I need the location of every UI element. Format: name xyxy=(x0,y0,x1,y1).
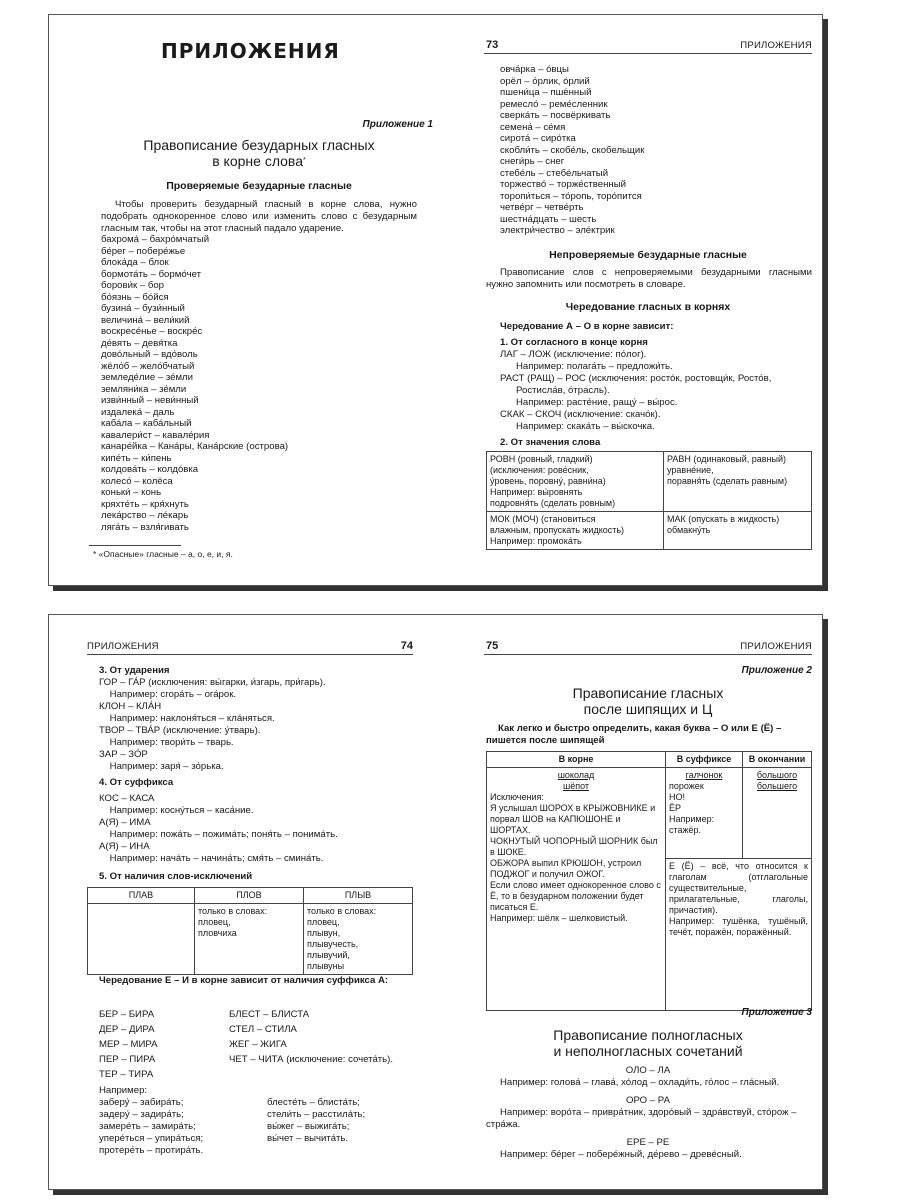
list-item: А(Я) – ИМА xyxy=(99,817,151,828)
cell-line: (исключения: рове́сник, xyxy=(490,465,589,475)
cell-line: Если слово имеет однокоренное слово с Ё, то в безударном положении будет писаться Е. xyxy=(490,880,661,912)
rules-suffix xyxy=(99,793,338,865)
list-item: земледе́лие – зе́мли xyxy=(101,372,194,383)
table-row xyxy=(487,512,812,550)
list-item: торжество́ – торже́ственный xyxy=(500,179,626,190)
list-item: семена́ – се́мя xyxy=(500,121,566,133)
list-item: электри́чество – эле́ктрик xyxy=(500,225,615,236)
cell-line: пловчиха xyxy=(198,928,237,938)
table-cell-verbs xyxy=(666,859,812,1011)
list-item: замере́ть – замира́ть; xyxy=(99,1121,196,1132)
spread-pages-74-75 xyxy=(48,614,823,1190)
list-item: бормота́ть – бормо́чет xyxy=(101,268,202,280)
table-cell xyxy=(195,904,304,975)
cell-line: МАК (опускать в жидкость) xyxy=(667,514,780,524)
list-item: вы́жег – выжига́ть; xyxy=(267,1121,350,1132)
rule-lag: ЛАГ – ЛОЖ (исключение: по́лог). xyxy=(500,349,647,360)
rule-ere: ЕРЕ – РЕ xyxy=(626,1137,670,1148)
examples-left xyxy=(99,1097,203,1157)
list-item: ДЕР – ДИРА xyxy=(99,1024,155,1035)
list-item: скобли́ть – скобе́ль, скобельщик xyxy=(500,144,645,156)
cell-line: РАВН (одинаковый, равный) xyxy=(667,454,787,464)
list-item: ЖЕГ – ЖИГА xyxy=(229,1039,287,1050)
list-item: коньки́ – конь xyxy=(101,487,162,498)
section-2: 2. От значения слова xyxy=(500,437,601,448)
list-item: канаре́йка – Кана́ры, Кана́рские (острова) xyxy=(101,441,289,452)
header-rule xyxy=(484,53,812,54)
spread-pages-72-73 xyxy=(48,14,823,586)
column-header: В суффиксе xyxy=(666,752,743,768)
section-5: 5. От наличия слов-исключений xyxy=(99,871,253,882)
list-item: вы́чет – вычита́ть. xyxy=(267,1133,349,1144)
rule-olo: ОЛО – ЛА xyxy=(625,1065,671,1076)
word-list xyxy=(500,64,645,237)
cell-line: Например: стажёр. xyxy=(669,814,715,835)
list-item: ГОР – ГА́Р (исключения: вы́гарки, и́згарь, при́гарь). xyxy=(99,677,326,688)
appendix-label: Приложение 2 xyxy=(741,665,812,676)
list-item: блока́да – блок xyxy=(101,257,169,268)
cell-line: плывун, xyxy=(307,928,341,938)
heading-line-1: Правописание гласных xyxy=(572,685,724,701)
list-item: сирота́ – сиро́тка xyxy=(500,133,576,144)
list-item: бе́рег – побере́жье xyxy=(101,245,186,257)
cell-line: обмакну́ть xyxy=(667,525,711,535)
example-label: Например: xyxy=(99,1085,148,1096)
column-header: ПЛОВ xyxy=(195,888,304,904)
list-item: кипе́ть – ки́пень xyxy=(101,452,172,464)
list-item: КОС – КАСА xyxy=(99,793,155,804)
list-item: блесте́ть – блиста́ть; xyxy=(267,1097,360,1108)
rule-rast: РАСТ (РАЩ) – РОС (исключения: росто́к, ростовщи́к, Росто́в, xyxy=(500,373,772,384)
list-item: пшени́ца – пшённый xyxy=(500,87,592,98)
cell-line: порожек xyxy=(669,781,704,791)
rule-oro: ОРО – РА xyxy=(626,1095,670,1106)
heading-line-1: Правописание полногласных xyxy=(553,1027,743,1043)
list-item: задеру́ – задира́ть; xyxy=(99,1109,184,1120)
rule-lag-example: Например: полага́ть – предложи́ть. xyxy=(516,361,673,372)
list-item: заберу́ – забира́ть; xyxy=(99,1097,184,1108)
cell-line: только в словах: xyxy=(307,906,377,916)
list-item: стели́ть – расстила́ть; xyxy=(267,1109,366,1120)
table-header-row xyxy=(88,888,413,904)
list-item: дово́льный – вдо́воль xyxy=(101,349,198,360)
cell-line: шоколад xyxy=(557,770,595,780)
table-cell-ending xyxy=(743,768,812,859)
table-cell xyxy=(664,512,812,550)
section-4: 4. От суффикса xyxy=(99,777,174,788)
list-item: лека́рство – ле́карь xyxy=(101,510,189,521)
page-74 xyxy=(49,615,435,1189)
subheading: Проверяемые безударные гласные xyxy=(166,180,352,192)
list-item: борови́к – бор xyxy=(101,280,164,291)
list-item: стебе́ль – стебе́льчатый xyxy=(500,167,609,179)
column-header: В корне xyxy=(487,752,666,768)
list-item: воскресе́нье – воскре́с xyxy=(101,326,203,337)
header-rule xyxy=(87,654,413,655)
heading-line-2: после шипящих и Ц xyxy=(583,701,713,717)
list-item: колдова́ть – колдо́вка xyxy=(101,464,199,475)
footnote-mark: * xyxy=(303,157,306,164)
list-item: орёл – о́рлик, о́рлий xyxy=(500,75,590,87)
list-item: ЗАР – ЗО́Р xyxy=(99,749,148,760)
list-item: сверка́ть – посвёркивать xyxy=(500,110,611,121)
list-item: де́вять – девя́тка xyxy=(101,337,178,349)
appendix-label-3: Приложение 3 xyxy=(741,1007,812,1018)
list-item: торопи́ться – то́ропь, торо́пится xyxy=(500,190,642,202)
list-item: ПЕР – ПИРА xyxy=(99,1054,156,1065)
alt-ao: Чередование А – О в корне зависит: xyxy=(500,321,674,332)
list-item: упере́ться – упира́ться; xyxy=(99,1133,204,1144)
table-row xyxy=(88,904,413,975)
rule-oro-example: Например: воро́та – привра́тник, здоро́вый – здра́вствуй, сто́рож – стра́жа. xyxy=(486,1107,797,1130)
list-item: ляга́ть – взля́гивать xyxy=(101,521,189,533)
page-title: ПРИЛОЖЕНИЯ xyxy=(161,39,340,63)
table-cell xyxy=(487,512,664,550)
cell-line: ОБЖОРА выпил КРЮШОН, устроил ПОДЖОГ и получил ОЖОГ. xyxy=(490,858,642,879)
list-item: КЛОН – КЛА́Н xyxy=(99,701,162,712)
cell-line: Например: вы́ровнять xyxy=(490,487,583,497)
list-item: СТЕЛ – СТИЛА xyxy=(229,1024,297,1035)
unchecked-text: Правописание слов с непроверяемыми безударными гласными нужно запомнить или посмотреть в словаре. xyxy=(486,267,812,290)
page-number: 73 xyxy=(486,39,499,51)
rule-skak-example: Например: скака́ть – вы́скочка. xyxy=(516,421,655,432)
cell-line: плывучесть, xyxy=(307,939,359,949)
list-item: МЕР – МИРА xyxy=(99,1039,158,1050)
list-item: БЕР – БИРА xyxy=(99,1009,155,1020)
section-heading-3 xyxy=(484,1027,812,1059)
table-cell-suffix xyxy=(666,768,743,859)
cell-line: галчонок xyxy=(685,770,723,780)
column-header: В окончании xyxy=(743,752,812,768)
table-row xyxy=(487,768,812,859)
cell-line: пловец, xyxy=(307,917,340,927)
running-header: ПРИЛОЖЕНИЯ xyxy=(87,641,159,652)
appendix-label: Приложение 1 xyxy=(362,119,433,130)
footnote-rule xyxy=(89,545,181,546)
list-item: шестна́дцать – шесть xyxy=(500,213,597,225)
heading-line-2 xyxy=(89,153,429,169)
list-item: величина́ – вели́кий xyxy=(101,314,190,326)
list-item: четве́рг – четве́рть xyxy=(500,202,584,213)
list-item: Например: косну́ться – каса́ние. xyxy=(99,805,254,816)
list-item: бузина́ – бузи́нный xyxy=(101,303,185,314)
list-item: ремесло́ – реме́сленник xyxy=(500,98,608,110)
section-heading xyxy=(89,137,429,169)
cell-line: плывучий, xyxy=(307,950,350,960)
cell-line: у́ровень, поровну́, равни́на) xyxy=(490,476,606,486)
list-item: бо́язнь – бо́йся xyxy=(101,291,169,303)
cell-line: большего xyxy=(756,781,798,791)
pairs-left xyxy=(99,1007,158,1082)
page-72 xyxy=(49,15,435,585)
list-item: овча́рка – о́вцы xyxy=(500,64,569,75)
list-item: каба́ла – каба́льный xyxy=(101,418,192,429)
page-73 xyxy=(436,15,822,585)
heading-alternation: Чередование гласных в корнях xyxy=(565,301,731,313)
cell-line: Например: промока́ть xyxy=(490,536,582,546)
word-list xyxy=(101,234,288,533)
list-item: кряхте́ть – кря́хнуть xyxy=(101,498,189,510)
table-cell xyxy=(304,904,413,975)
list-item: снеги́рь – снег xyxy=(500,156,565,167)
intro-paragraph: Чтобы проверить безударный гласный в корне слова, нужно подобрать однокоренное слово или изменить слово с безударным гласным так, чтобы на этот гласный падало ударение. xyxy=(101,199,417,234)
cell-line: подровня́ть (сделать ровным) xyxy=(490,498,616,508)
list-item: земляни́ка – зе́мли xyxy=(101,383,187,395)
section-heading xyxy=(484,685,812,717)
pairs-right xyxy=(229,1007,393,1067)
cell-line: ЧОКНУТЫЙ ЧОПОРНЫЙ ШОРНИК был в ШОКЕ. xyxy=(490,836,658,857)
page-75 xyxy=(436,615,822,1189)
list-item: БЛЕСТ – БЛИСТА xyxy=(229,1009,310,1020)
rule-rast-cont: Ростисла́в, о́трасль). xyxy=(516,385,610,396)
cell-line: Исключения: xyxy=(490,792,544,802)
cell-line: уравне́ние, xyxy=(667,465,714,475)
cell-line: НО! xyxy=(669,792,686,802)
cell-line: влажным, пропускать жидкость) xyxy=(490,525,625,535)
cell-line: ЁР xyxy=(669,803,682,813)
list-item: ЧЕТ – ЧИТА (исключение: сочета́ть). xyxy=(229,1054,394,1065)
table-cell-root xyxy=(487,768,666,1011)
header-rule xyxy=(484,654,812,655)
column-header: ПЛАВ xyxy=(88,888,195,904)
page-number: 74 xyxy=(400,640,413,652)
list-item: издалека́ – даль xyxy=(101,406,175,418)
footnote: * «Опасные» гласные – а, о, е, и, я. xyxy=(93,549,233,559)
table-header-row xyxy=(487,752,812,768)
cell-line: МОК (МОЧ) (становиться xyxy=(490,514,596,524)
alt-ei: Чередование Е – И в корне зависит от наличия суффикса А: xyxy=(99,975,389,986)
cell-line: только в словах: xyxy=(198,906,268,916)
section-1: 1. От согласного в конце корня xyxy=(500,337,648,348)
exceptions-table xyxy=(87,887,413,975)
list-item: Например: твори́ть – тварь. xyxy=(99,737,234,748)
list-item: колесо́ – колёса xyxy=(101,475,173,487)
heading-unchecked: Непроверяемые безударные гласные xyxy=(549,249,747,261)
list-item: ТВОР – ТВА́Р (исключение: у́тварь). xyxy=(99,725,261,736)
question: Как легко и быстро определить, какая буква – О или Е (Ё) – пишется после шипящей xyxy=(486,723,782,746)
list-item: жёло́б – жело́бчатый xyxy=(101,360,195,372)
table-cell xyxy=(664,452,812,512)
running-header: ПРИЛОЖЕНИЯ xyxy=(740,40,812,51)
list-item: А(Я) – ИНА xyxy=(99,841,150,852)
rule-olo-example: Например: голова́ – глава́, хо́лод – охлади́ть, го́лос – гла́сный. xyxy=(500,1077,780,1088)
table-cell xyxy=(88,904,195,975)
heading-line-2: и неполногласных сочетаний xyxy=(553,1043,743,1059)
table-cell xyxy=(487,452,664,512)
cell-line: Е (Ё) – всё, что относится к глаголам (отглагольные существительные, прилагательные, глаголы, причастия). xyxy=(669,861,808,915)
list-item: бахрома́ – бахро́мчатый xyxy=(101,234,210,245)
page-number: 75 xyxy=(486,640,499,652)
cell-line: поравня́ть (сделать равным) xyxy=(667,476,788,486)
examples-right xyxy=(267,1097,365,1145)
list-item: Например: наклоня́ться – кла́няться. xyxy=(99,713,275,724)
list-item: Например: заря́ – зо́рька. xyxy=(99,761,224,772)
table-row xyxy=(487,452,812,512)
meaning-table xyxy=(486,451,812,550)
list-item: протере́ть – протира́ть. xyxy=(99,1145,204,1156)
section-3: 3. От ударения xyxy=(99,665,170,676)
sibilants-table xyxy=(486,751,812,1011)
running-header: ПРИЛОЖЕНИЯ xyxy=(740,641,812,652)
cell-line: пловец, xyxy=(198,917,231,927)
cell-line: РОВН (ровный, гладкий) xyxy=(490,454,593,464)
rule-rast-example: Например: расте́ние, ращу́ – вы́рос. xyxy=(516,397,678,408)
cell-line: большого xyxy=(756,770,798,780)
cell-line: шёпот xyxy=(562,781,590,791)
heading-line-1: Правописание безударных гласных xyxy=(143,137,375,153)
list-item: Например: нача́ть – начина́ть; смя́ть – смина́ть. xyxy=(99,853,324,864)
rule-skak: СКАК – СКОЧ (исключение: скачо́к). xyxy=(500,409,661,420)
cell-line: Например: шёлк – шелковистый. xyxy=(490,913,628,923)
rule-ere-example: Например: бе́рег – побере́жный, де́рево – древе́сный. xyxy=(500,1149,742,1160)
cell-line: плывуны xyxy=(307,961,345,971)
list-item: Например: сгора́ть – ога́рок. xyxy=(99,689,237,700)
rules-accent xyxy=(99,677,326,773)
column-header: ПЛЫВ xyxy=(304,888,413,904)
list-item: изви́нный – неви́нный xyxy=(101,395,199,406)
heading-line-2-text: в корне слова xyxy=(212,153,304,169)
list-item: кавалери́ст – кавале́рия xyxy=(101,429,210,441)
cell-line: Я услышал ШОРОХ в КРЫЖОВНИКЕ и порвал ШОВ на КАПЮШОНЕ и ШОРТАХ. xyxy=(490,803,656,835)
list-item: Например: пожа́ть – пожима́ть; поня́ть – понима́ть. xyxy=(99,829,338,840)
list-item: ТЕР – ТИРА xyxy=(99,1069,154,1080)
cell-line: Например: тушёнка, тушёный, течёт, поражён, поражённый. xyxy=(669,916,808,937)
